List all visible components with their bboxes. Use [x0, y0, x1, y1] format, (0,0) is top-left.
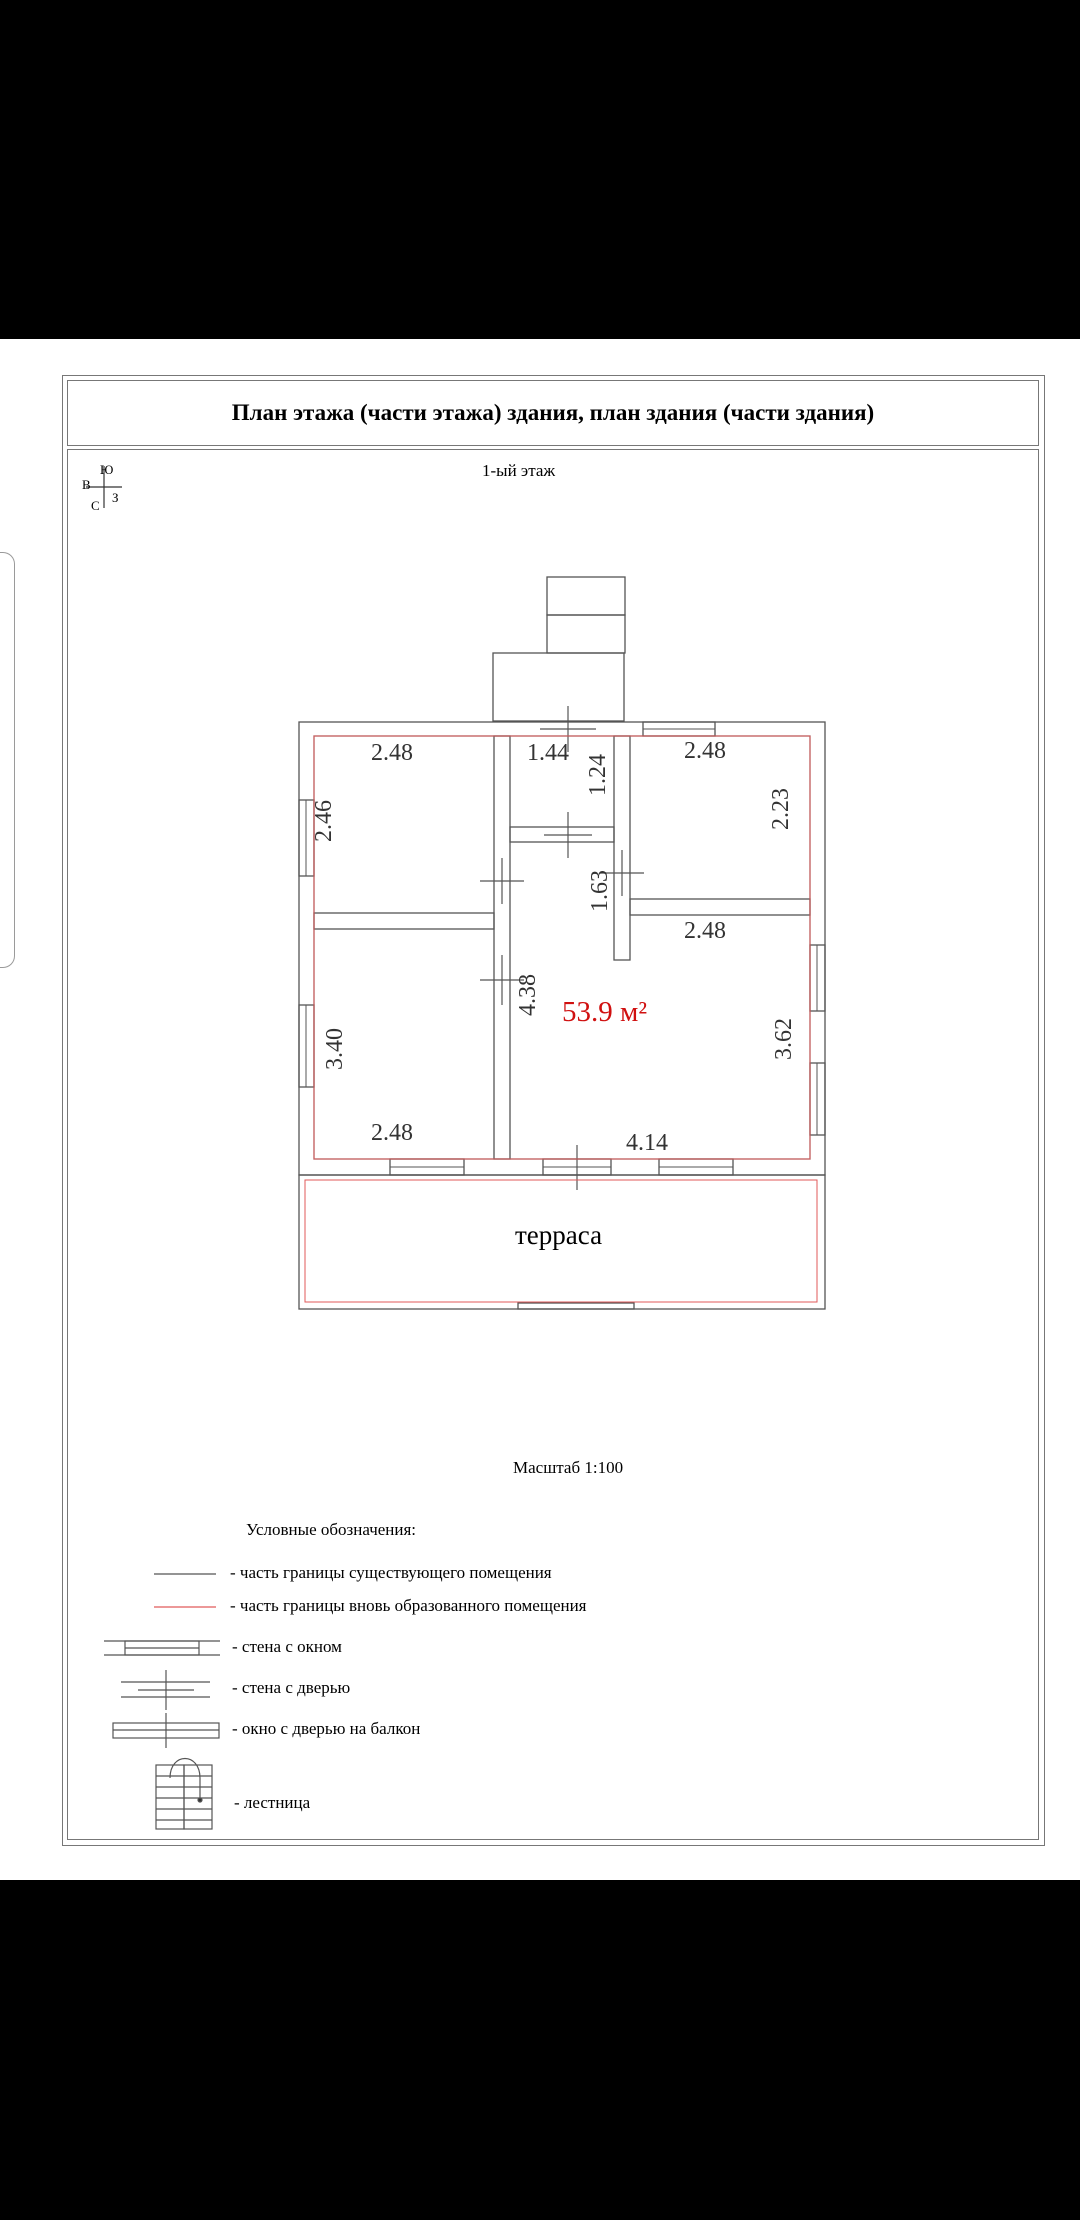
partition-left-vertical: [494, 736, 510, 1159]
dim-left-upper: 2.46: [311, 800, 337, 842]
scale-label: Масштаб 1:100: [513, 1458, 624, 1477]
legend-balcony-door-symbol: [113, 1713, 219, 1748]
terrace-steps: [518, 1303, 634, 1309]
partition-right-horizontal: [630, 899, 810, 915]
area-label: 53.9 м²: [562, 996, 648, 1028]
dim-corridor: 1.44: [527, 740, 569, 766]
new-boundary-main: [314, 736, 810, 1159]
building-inner-outline: [314, 736, 810, 1159]
legend-window-symbol: [104, 1641, 220, 1655]
porch: [493, 653, 624, 721]
dim-mid-right: 2.48: [684, 918, 726, 944]
legend-item-existing: - часть границы существующего помещения: [230, 1563, 552, 1582]
dim-bottom-left: 2.48: [371, 1120, 413, 1146]
dim-top-left: 2.48: [371, 740, 413, 766]
compass-south: С: [91, 498, 100, 513]
dim-bottom-right: 4.14: [626, 1130, 668, 1156]
building-outline: [299, 722, 825, 1175]
legend-item-window: - стена с окном: [232, 1637, 342, 1656]
page-title: План этажа (части этажа) здания, план здания (части здания): [231, 400, 875, 425]
legend-door-symbol: [121, 1670, 210, 1710]
dim-right-lower: 3.62: [771, 1018, 797, 1060]
compass-east: З: [112, 490, 119, 505]
dim-right-upper: 2.23: [768, 788, 794, 830]
stair-middle: [547, 615, 625, 653]
dim-mid-vertical: 1.63: [587, 870, 613, 912]
stair-top: [547, 577, 625, 615]
floor-label: 1-ый этаж: [482, 461, 556, 480]
legend-item-new: - часть границы вновь образованного помещения: [230, 1596, 587, 1615]
legend-item-balcony: - окно с дверью на балкон: [232, 1719, 421, 1738]
legend-item-door: - стена с дверью: [232, 1678, 351, 1697]
dim-left-lower: 3.40: [322, 1028, 348, 1070]
dim-hall-vertical: 4.38: [515, 974, 541, 1016]
legend-item-stair: - лестница: [234, 1793, 311, 1812]
compass-west: В: [82, 477, 91, 492]
dim-corridor-vertical: 1.24: [585, 754, 611, 796]
compass-north: Ю: [100, 462, 114, 477]
legend-title: Условные обозначения:: [246, 1520, 417, 1539]
partition-left-horizontal: [314, 913, 494, 929]
terrace-label: терраса: [515, 1220, 603, 1250]
partition-right-vertical: [614, 736, 630, 960]
legend-stair-symbol: [156, 1759, 212, 1830]
dim-top-right: 2.48: [684, 738, 726, 764]
